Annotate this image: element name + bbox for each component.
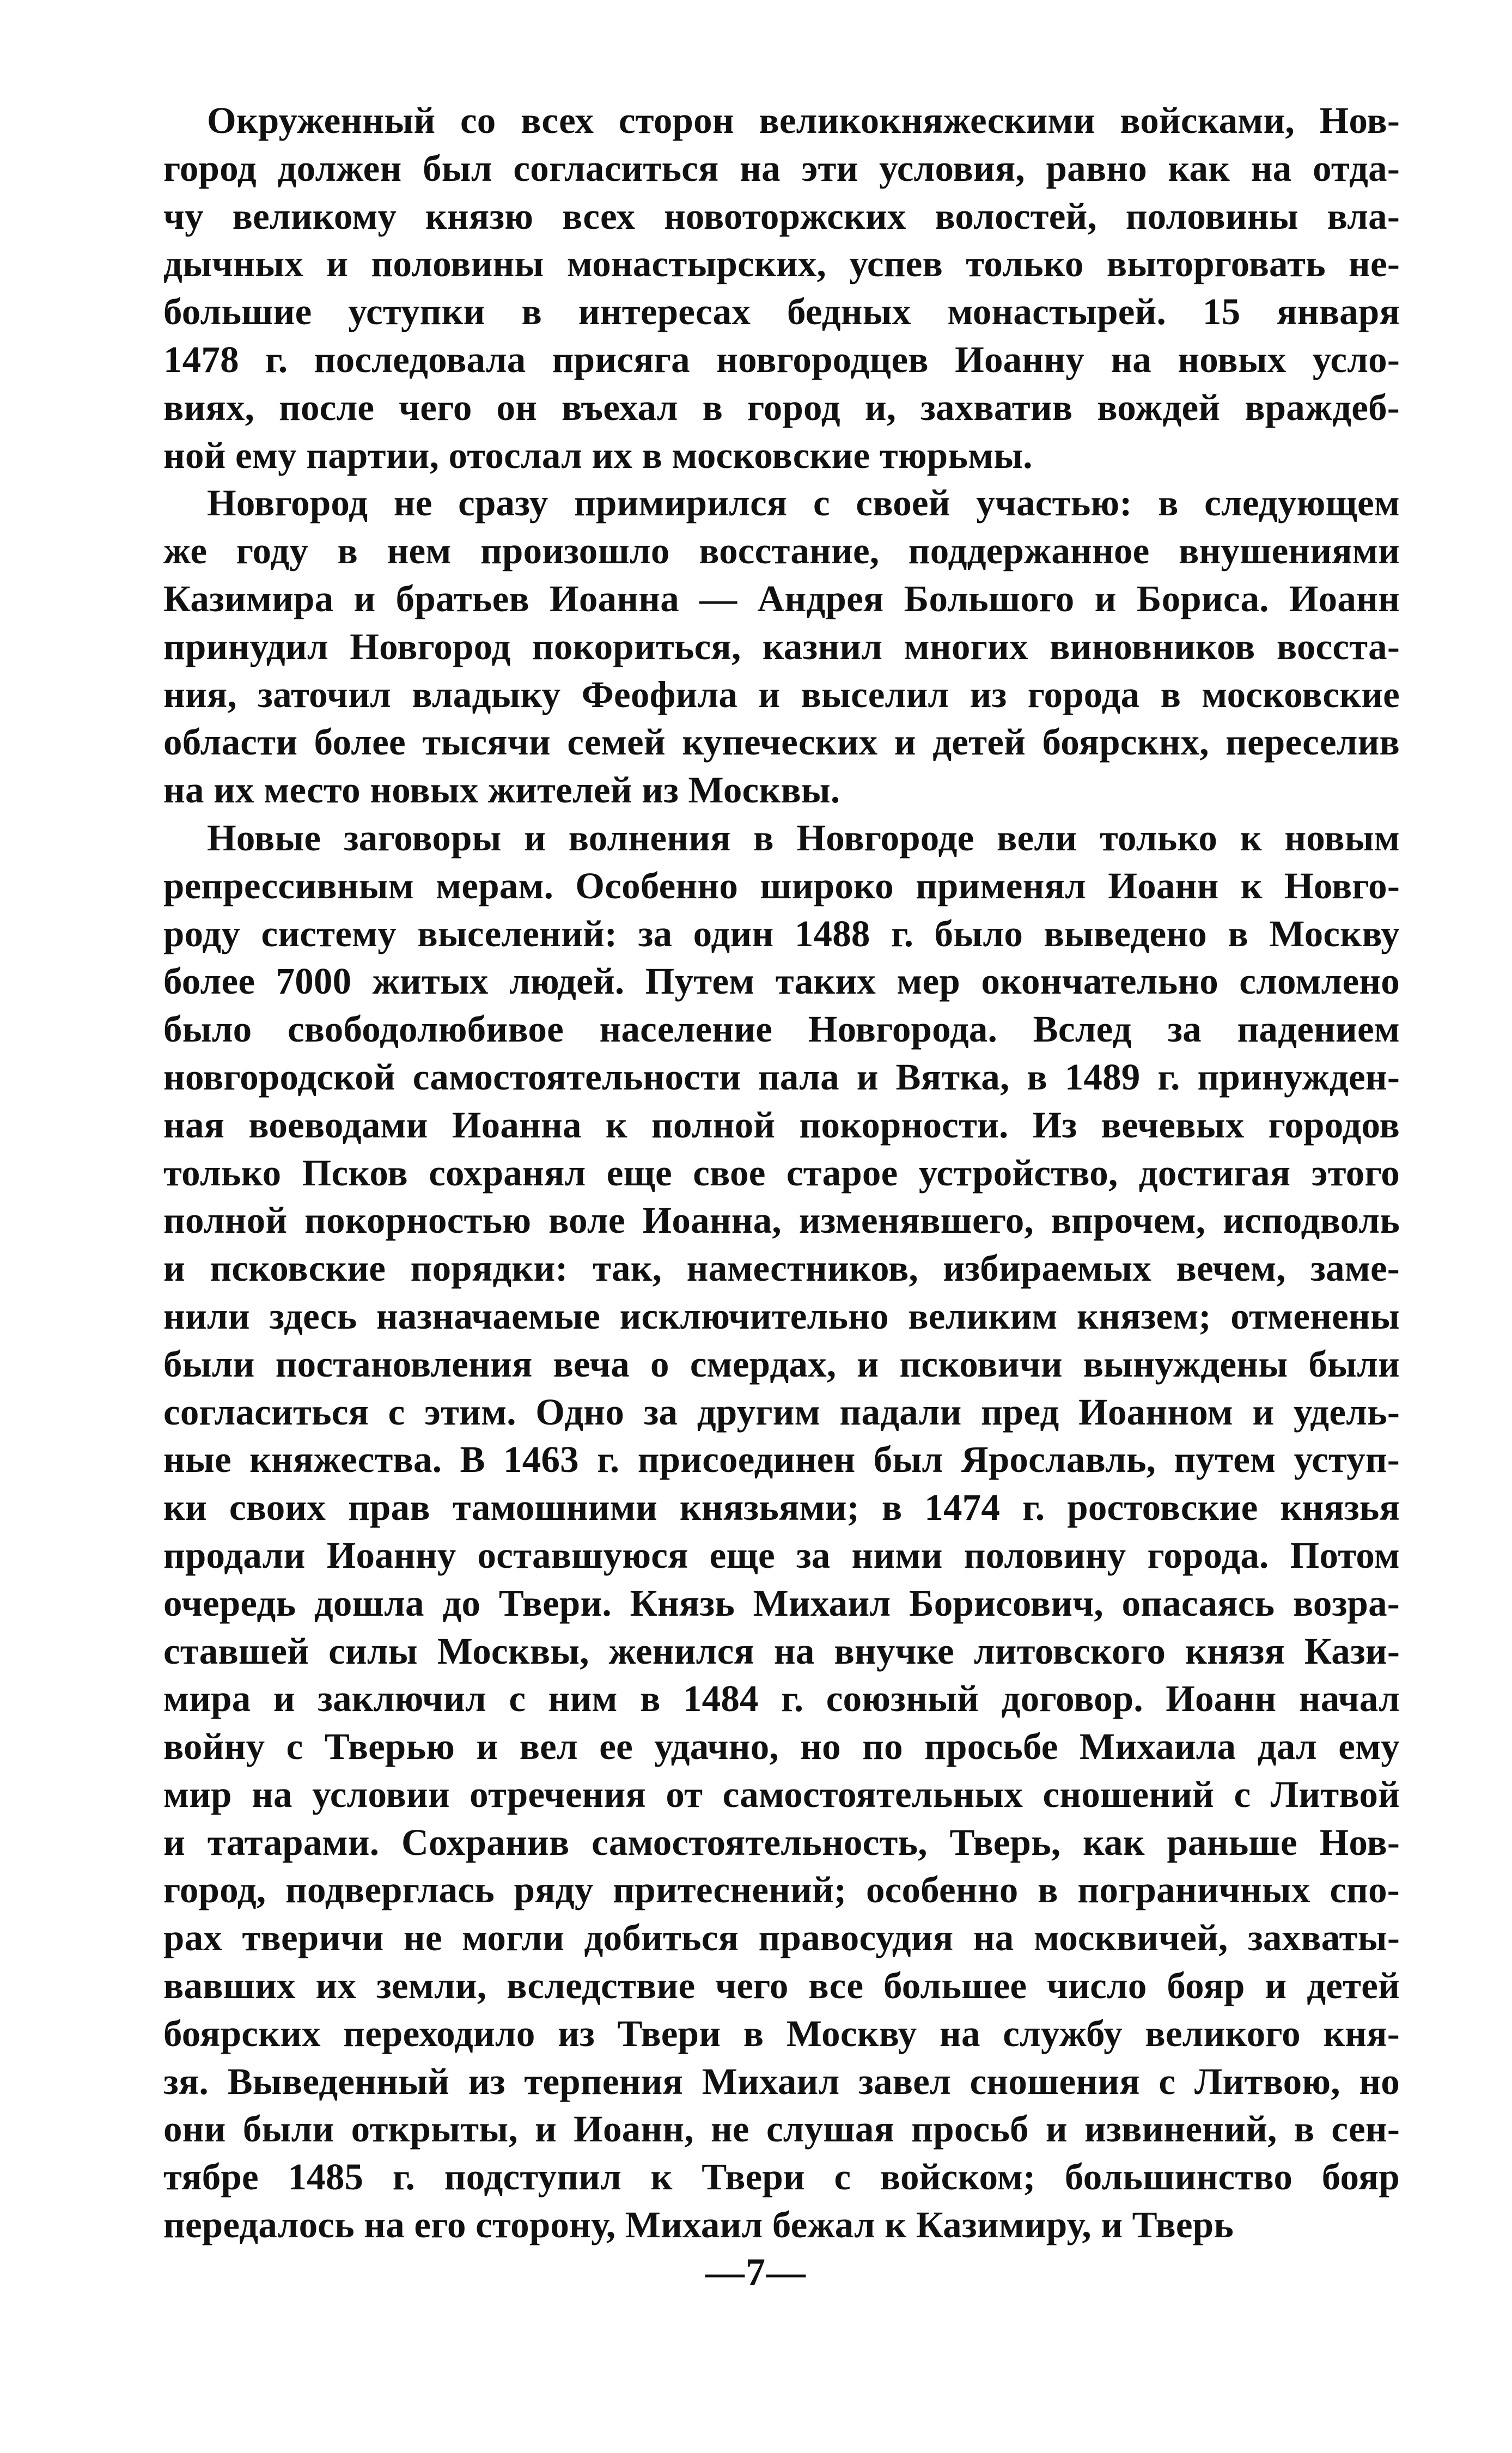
page-number: —7— [705, 2250, 807, 2294]
text-line: же году в нем произошло восстание, поддержанное внушениями [163, 530, 1400, 572]
text-line: ки своих прав тамошними князьями; в 1474 г. ростовские князья [163, 1487, 1400, 1529]
text-line: было свободолюбивое население Новгорода. Вслед за падением [163, 1008, 1400, 1050]
text-line: на их место новых жителей из Москвы. [163, 769, 840, 811]
text-line: новгородской самостоятельности пала и Вятка, в 1489 г. принужден- [163, 1056, 1400, 1098]
text-line: продали Иоанну оставшуюся еще за ними половину города. Потом [163, 1534, 1400, 1576]
text-line: они были открыты, и Иоанн, не слушая просьб и извинений, в сен- [163, 2108, 1400, 2150]
text-line: и татарами. Сохранив самостоятельность, Тверь, как раньше Нов- [163, 1821, 1400, 1863]
text-line: вавших их земли, вследствие чего все большее число бояр и детей [163, 1965, 1400, 2007]
text-line: 1478 г. последовала присяга новгородцев Иоанну на новых усло- [163, 338, 1400, 380]
text-line: тябре 1485 г. подступил к Твери с войском; большинство бояр [163, 2156, 1400, 2198]
text-line: зя. Выведенный из терпения Михаил завел сношения с Литвою, но [163, 2060, 1400, 2102]
text-line: ные княжества. В 1463 г. присоединен был Ярославль, путем уступ- [163, 1439, 1400, 1481]
text-line: чу великому князю всех новоторжских волостей, половины вла- [163, 195, 1400, 237]
paragraph [163, 479, 1400, 814]
text-line: город, подверглась ряду притеснений; особенно в пограничных спо- [163, 1869, 1400, 1911]
text-line: Новые заговоры и волнения в Новгороде вели только к новым [207, 817, 1400, 859]
paragraph [163, 97, 1400, 479]
body-text [163, 97, 1400, 2249]
text-line: рах тверичи не могли добиться правосудия на москвичей, захваты- [163, 1917, 1400, 1959]
text-line: очередь дошла до Твери. Князь Михаил Борисович, опасаясь возра- [163, 1582, 1400, 1624]
text-line: ния, заточил владыку Феофила и выселил из города в московские [163, 673, 1400, 715]
text-line: роду систему выселений: за один 1488 г. было выведено в Москву [163, 912, 1400, 954]
text-line: мира и заключил с ним в 1484 г. союзный договор. Иоанн начал [163, 1678, 1400, 1720]
text-line: более 7000 житых людей. Путем таких мер окончательно сломлено [163, 960, 1400, 1002]
text-line: полной покорностью воле Иоанна, изменявшего, впрочем, исподволь [163, 1200, 1400, 1241]
text-line: боярских переходило из Твери в Москву на службу великого кня- [163, 2012, 1400, 2054]
text-line: город должен был согласиться на эти условия, равно как на отда- [163, 147, 1400, 189]
paragraph [163, 814, 1400, 2249]
text-line: нили здесь назначаемые исключительно великим князем; отменены [163, 1295, 1400, 1337]
text-line: Казимира и братьев Иоанна — Андрея Большого и Бориса. Иоанн [163, 577, 1400, 619]
text-line: и псковские порядки: так, наместников, избираемых вечем, заме- [163, 1247, 1400, 1289]
text-line: области более тысячи семей купеческих и детей боярскнх, переселив [163, 721, 1400, 763]
text-line: только Псков сохранял еще свое старое устройство, достигая этого [163, 1152, 1400, 1194]
text-line: войну с Тверью и вел ее удачно, но по просьбе Михаила дал ему [163, 1726, 1400, 1768]
text-line: передалось на его сторону, Михаил бежал к Казимиру, и Тверь [163, 2204, 1234, 2246]
text-line: ной ему партии, отослал их в московские тюрьмы. [163, 434, 1033, 476]
text-line: виях, после чего он въехал в город и, захватив вождей враждеб- [163, 386, 1400, 428]
text-line: большие уступки в интересах бедных монастырей. 15 января [163, 291, 1400, 333]
text-line: репрессивным мерам. Особенно широко применял Иоанн к Новго- [163, 865, 1400, 906]
text-line: были постановления веча о смердах, и псковичи вынуждены были [163, 1343, 1400, 1385]
text-line: дычных и половины монастырских, успев только выторговать не- [163, 243, 1400, 285]
text-line: Окруженный со всех сторон великокняжескими войсками, Нов- [207, 100, 1400, 141]
text-line: принудил Новгород покориться, казнил многих виновников восста- [163, 625, 1400, 667]
text-line: ставшей силы Москвы, женился на внучке литовского князя Кази- [163, 1630, 1400, 1672]
text-line: ная воеводами Иоанна к полной покорности. Из вечевых городов [163, 1104, 1400, 1146]
text-line: Новгород не сразу примирился с своей участью: в следующем [207, 482, 1400, 524]
text-line: согласиться с этим. Одно за другим падали пред Иоанном и удель- [163, 1391, 1400, 1433]
text-line: мир на условии отречения от самостоятельных сношений с Литвой [163, 1773, 1400, 1815]
